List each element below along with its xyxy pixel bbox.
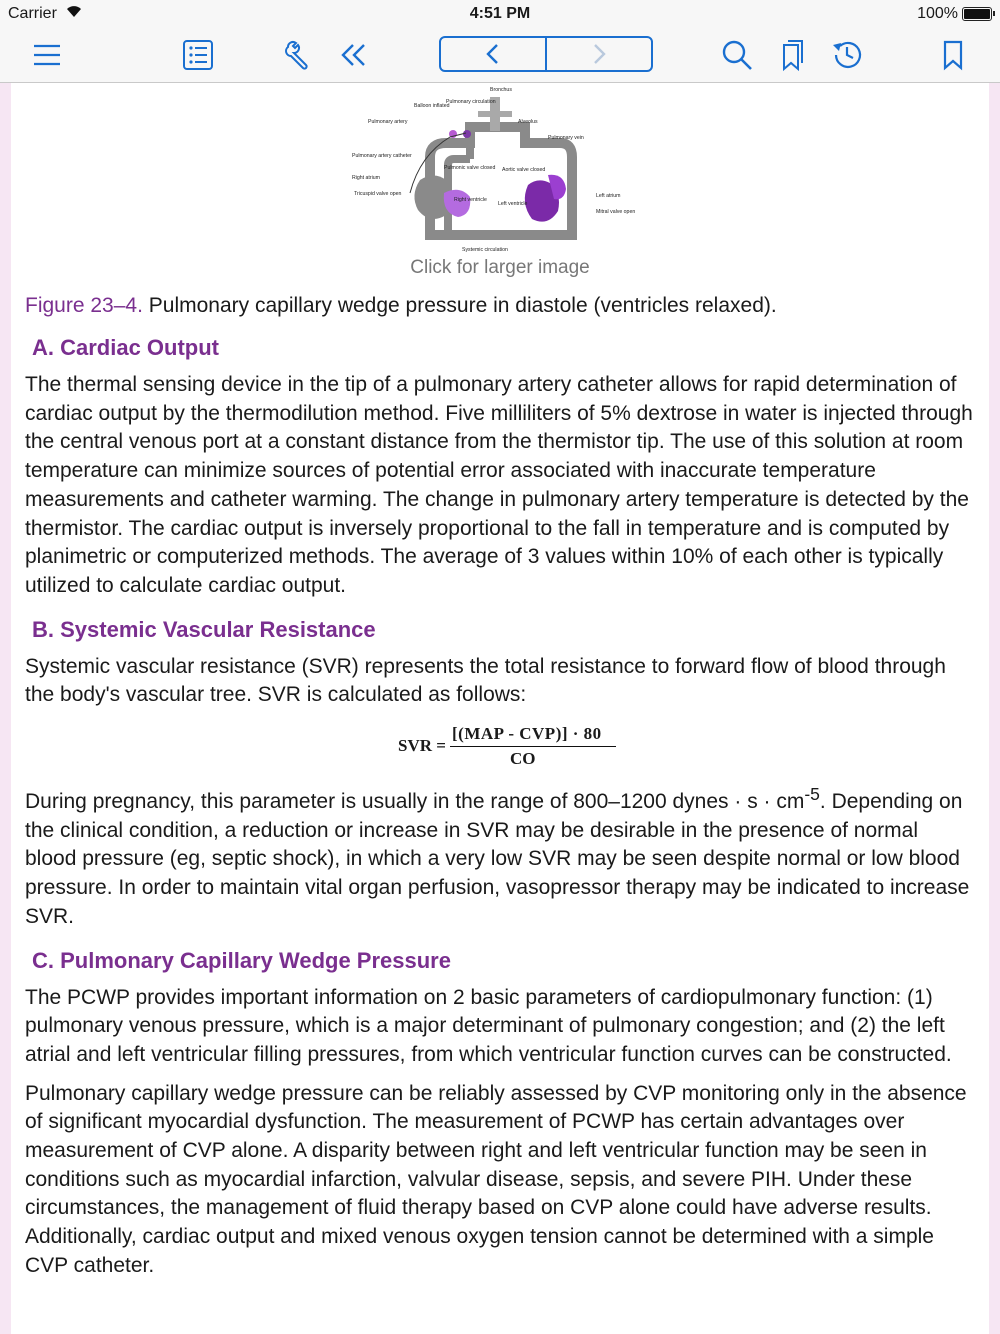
heart-circulation-illustration	[350, 85, 650, 253]
fraction-bar	[450, 746, 616, 747]
status-bar	[0, 0, 1000, 28]
superscript: -5	[804, 784, 820, 805]
figure-caption-text: Pulmonary capillary wedge pressure in diastole (ventricles relaxed).	[142, 294, 777, 317]
formula-denominator: CO	[510, 749, 536, 769]
battery-icon	[962, 7, 992, 21]
paragraph	[25, 780, 975, 932]
paragraph: Systemic vascular resistance (SVR) represents the total resistance to forward flow of blood through the body's vascular tree. SVR is calculated as follows:	[25, 654, 946, 707]
label-aortic-valve: Aortic valve closed	[502, 167, 546, 173]
paragraph: Pulmonary capillary wedge pressure can be reliably assessed by CVP monitoring only in the absence of significant myocardial dysfunction. The measurement of PCWP has certain advantages over measurement of CVP alone. A disparity between right and left ventricular function may be seen in conditions such as myocardial infarction, valvular disease, sepsis, and severe PIH. Under these circumstances, the management of fluid therapy based on CVP alone could have adverse results. Additionally, cardiac output and mixed venous oxygen tension cannot be determined with a simple CVP catheter.	[25, 1081, 967, 1277]
toc-list-icon[interactable]	[180, 37, 216, 73]
formula-lhs: SVR =	[398, 736, 446, 756]
label-left-ventricle: Left ventricle	[498, 201, 528, 207]
clock: 4:51 PM	[469, 5, 531, 22]
label-pulm-artery: Pulmonary artery	[368, 119, 408, 125]
paragraph: The thermal sensing device in the tip of a pulmonary artery catheter allows for rapid determination of cardiac output by the thermodilution method. Five milliliters of 5% dextrose in water is injected through the central venous port at a constant distance from the thermistor tip. The use of this solution at room temperature can minimize sources of potential error associated with inaccurate temperature measurements and catheter warming. The change in pulmonary artery temperature is detected by the thermistor. The cardiac output is inversely proportional to the fall in temperature and is computed by planimetric or computerized methods. The average of 3 values within 10% of each other is typically utilized to calculate cardiac output.	[25, 373, 973, 597]
label-left-atrium: Left atrium	[596, 193, 621, 199]
battery-percent: 100%	[917, 5, 958, 22]
history-nav	[439, 36, 653, 72]
history-icon[interactable]	[829, 37, 865, 73]
back-button[interactable]	[441, 38, 545, 70]
svr-formula	[25, 724, 975, 770]
larger-image-link[interactable]: Click for larger image	[410, 257, 590, 278]
label-alveolus: Alveolus	[518, 119, 538, 125]
double-chevron-left-icon[interactable]	[336, 37, 372, 73]
paragraph: The PCWP provides important information on 2 basic parameters of cardiopulmonary function: (1) pulmonary venous pressure, which is a major determinant of pulmonary congestion; and (2) the left atrial and left ventricular filling pressures, from which ventricular function curves can be constructed.	[25, 985, 952, 1066]
bookmark-icon[interactable]	[935, 37, 971, 73]
label-pulm-circulation: Pulmonary circulation	[446, 99, 496, 105]
forward-icon	[589, 42, 609, 66]
section-heading-cardiac-output: A. Cardiac Output	[32, 335, 220, 360]
figure-caption	[25, 293, 975, 319]
content-page	[11, 83, 989, 1334]
paragraph-text: During pregnancy, this parameter is usually in the range of 800–1200 dynes · s · cm	[25, 790, 805, 814]
label-right-ventricle: Right ventricle	[454, 197, 487, 203]
tools-icon[interactable]	[281, 37, 317, 73]
forward-button[interactable]	[545, 38, 651, 70]
figure-number-link[interactable]: Figure 23–4.	[25, 294, 143, 317]
label-tricuspid: Tricuspid valve open	[354, 191, 402, 197]
section-heading-pcwp: C. Pulmonary Capillary Wedge Pressure	[32, 947, 451, 973]
label-mitral: Mitral valve open	[596, 209, 636, 215]
label-pulm-vein: Pulmonary vein	[548, 135, 584, 141]
label-systemic: Systemic circulation	[462, 247, 508, 253]
search-icon[interactable]	[719, 37, 755, 73]
label-bronchus: Bronchus	[490, 87, 512, 93]
carrier-label: Carrier	[8, 5, 57, 22]
label-balloon: Balloon inflated	[414, 103, 450, 109]
label-pa-catheter: Pulmonary artery catheter	[352, 153, 412, 159]
formula-numerator: [(MAP - CVP)] · 80	[452, 724, 602, 744]
bookmarks-icon[interactable]	[775, 37, 811, 73]
figure-diagram[interactable]	[25, 83, 975, 253]
toolbar	[0, 28, 1000, 83]
label-pulmonic-valve: Pulmonic valve closed	[444, 165, 496, 171]
label-right-atrium: Right atrium	[352, 175, 380, 181]
section-heading-svr: B. Systemic Vascular Resistance	[32, 616, 376, 642]
paragraph-text: . Depending on the clinical condition, a reduction or increase in SVR may be desirable in the presence of normal blood pressure (eg, septic shock), in which a very low SVR may be seen despite normal or low blood pressure. In order to maintain vital organ perfusion, vasopressor therapy may be indicated to increase SVR.	[25, 790, 970, 928]
back-icon	[483, 42, 503, 66]
menu-icon[interactable]	[29, 37, 65, 73]
